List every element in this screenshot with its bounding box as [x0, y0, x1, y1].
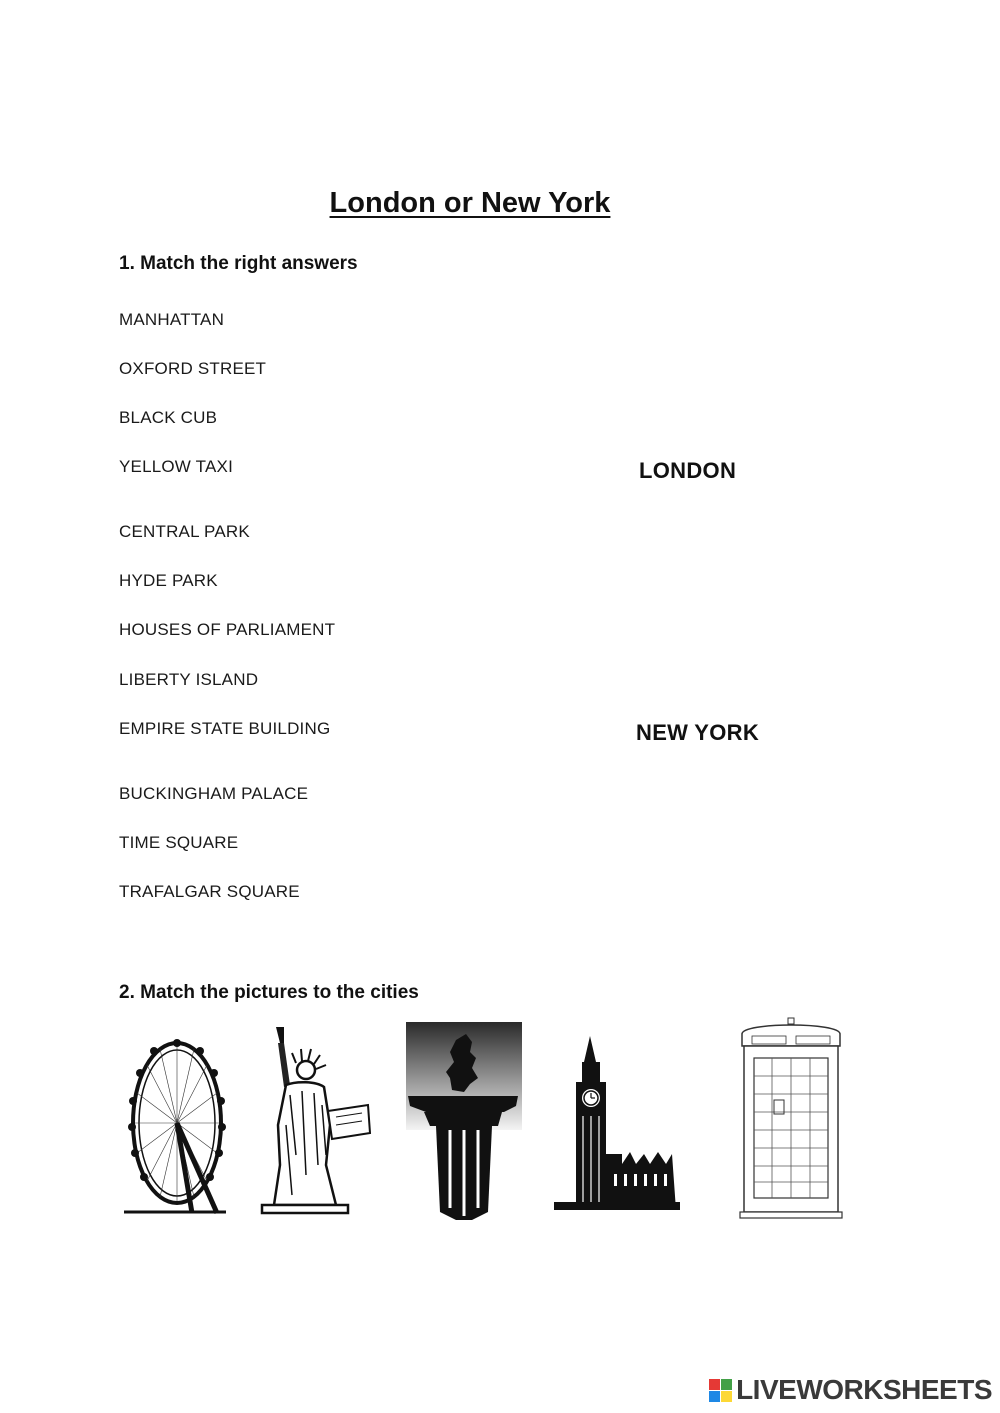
match-item-time-square[interactable]: TIME SQUARE	[119, 833, 239, 852]
match-item-oxford-street[interactable]: OXFORD STREET	[119, 359, 267, 378]
match-item-empire-state-building[interactable]: EMPIRE STATE BUILDING	[119, 719, 331, 738]
match-item-houses-of-parliament[interactable]: HOUSES OF PARLIAMENT	[119, 620, 336, 639]
logo-text: LIVEWORKSHEETS	[736, 1374, 992, 1405]
nelsons-column-icon[interactable]	[406, 1022, 522, 1220]
section-2-heading: 2. Match the pictures to the cities	[119, 982, 419, 1003]
telephone-box-icon[interactable]	[736, 1016, 846, 1220]
target-london[interactable]: LONDON	[639, 458, 737, 483]
section-1-heading: 1. Match the right answers	[119, 253, 358, 274]
match-item-central-park[interactable]: CENTRAL PARK	[119, 522, 250, 541]
match-item-yellow-taxi[interactable]: YELLOW TAXI	[119, 457, 233, 476]
liveworksheets-logo	[709, 1374, 992, 1406]
london-eye-icon[interactable]	[122, 1035, 232, 1215]
logo-mark-icon	[709, 1379, 732, 1402]
match-item-hyde-park[interactable]: HYDE PARK	[119, 571, 218, 590]
match-item-buckingham-palace[interactable]: BUCKINGHAM PALACE	[119, 784, 309, 803]
match-item-manhattan[interactable]: MANHATTAN	[119, 310, 225, 329]
page-title: London or New York	[329, 187, 611, 219]
match-item-black-cub[interactable]: BLACK CUB	[119, 408, 218, 427]
match-item-liberty-island[interactable]: LIBERTY ISLAND	[119, 670, 259, 689]
big-ben-icon[interactable]	[552, 1034, 682, 1214]
match-item-trafalgar-square[interactable]: TRAFALGAR SQUARE	[119, 882, 300, 901]
statue-of-liberty-icon[interactable]	[256, 1025, 376, 1217]
target-new-york[interactable]: NEW YORK	[636, 720, 760, 745]
